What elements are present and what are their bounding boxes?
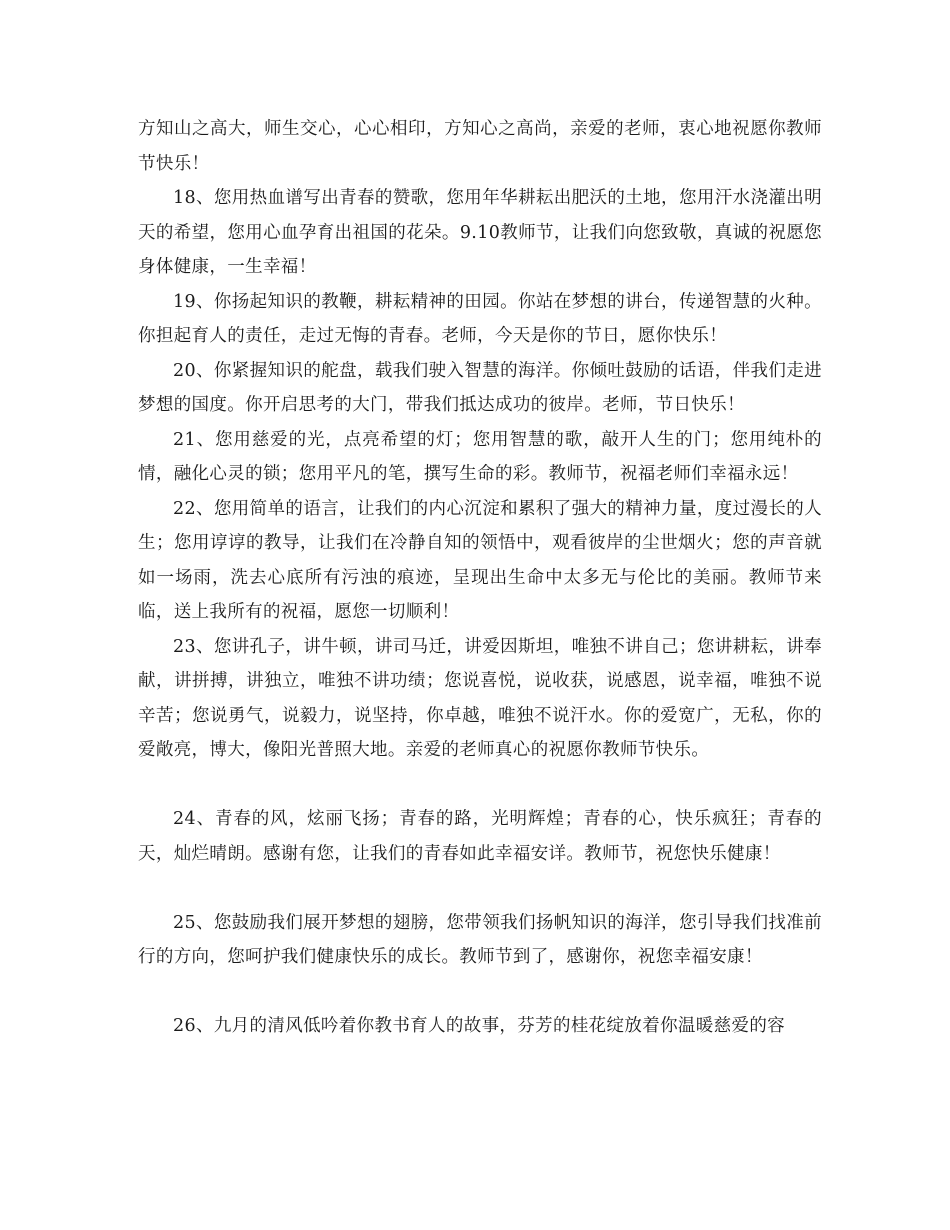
paragraph-19: 19、你扬起知识的教鞭，耕耘精神的田园。你站在梦想的讲台，传递智慧的火种。你担起育人的责任，走过无悔的青春。老师，今天是你的节日，愿你快乐！ [138, 291, 822, 346]
paragraph-25: 25、您鼓励我们展开梦想的翅膀，您带领我们扬帆知识的海洋，您引导我们找准前行的方向，您呵护我们健康快乐的成长。教师节到了，感谢你，祝您幸福安康！ [138, 912, 822, 967]
paragraph-18: 18、您用热血谱写出青春的赞歌，您用年华耕耘出肥沃的土地，您用汗水浇灌出明天的希望，您用心血孕育出祖国的花朵。9.10教师节，让我们向您致敬，真诚的祝愿您身体健康，一生幸福！ [138, 188, 822, 277]
paragraph-21: 21、您用慈爱的光，点亮希望的灯；您用智慧的歌，敲开人生的门；您用纯朴的情，融化心灵的锁；您用平凡的笔，撰写生命的彩。教师节，祝福老师们幸福永远！ [138, 429, 822, 484]
paragraph-17-continued: 方知山之高大，师生交心，心心相印，方知心之高尚，亲爱的老师，衷心地祝愿你教师节快乐！ [138, 119, 822, 174]
paragraph-20: 20、你紧握知识的舵盘，载我们驶入智慧的海洋。你倾吐鼓励的话语，伴我们走进梦想的国度。你开启思考的大门，带我们抵达成功的彼岸。老师，节日快乐！ [138, 360, 822, 415]
document-body [138, 112, 822, 1044]
paragraph-23: 23、您讲孔子，讲牛顿，讲司马迁，讲爱因斯坦，唯独不讲自己；您讲耕耘，讲奉献，讲拼搏，讲独立，唯独不讲功绩；您说喜悦，说收获，说感恩，说幸福，唯独不说辛苦；您说勇气，说毅力，说坚持，你卓越，唯独不说汗水。你的爱宽广，无私，你的爱敞亮，博大，像阳光普照大地。亲爱的老师真心的祝愿你教师节快乐。 [138, 636, 822, 760]
paragraph-24: 24、青春的风，炫丽飞扬；青春的路，光明辉煌；青春的心，快乐疯狂；青春的天，灿烂晴朗。感谢有您，让我们的青春如此幸福安详。教师节，祝您快乐健康！ [138, 809, 822, 864]
paragraph-26: 26、九月的清风低吟着你教书育人的故事，芬芳的桂花绽放着你温暖慈爱的容 [173, 1016, 786, 1036]
paragraph-22: 22、您用简单的语言，让我们的内心沉淀和累积了强大的精神力量，度过漫长的人生；您用谆谆的教导，让我们在冷静自知的领悟中，观看彼岸的尘世烟火；您的声音就如一场雨，洗去心底所有污浊的痕迹，呈现出生命中太多无与伦比的美丽。教师节来临，送上我所有的祝福，愿您一切顺利！ [138, 498, 822, 622]
